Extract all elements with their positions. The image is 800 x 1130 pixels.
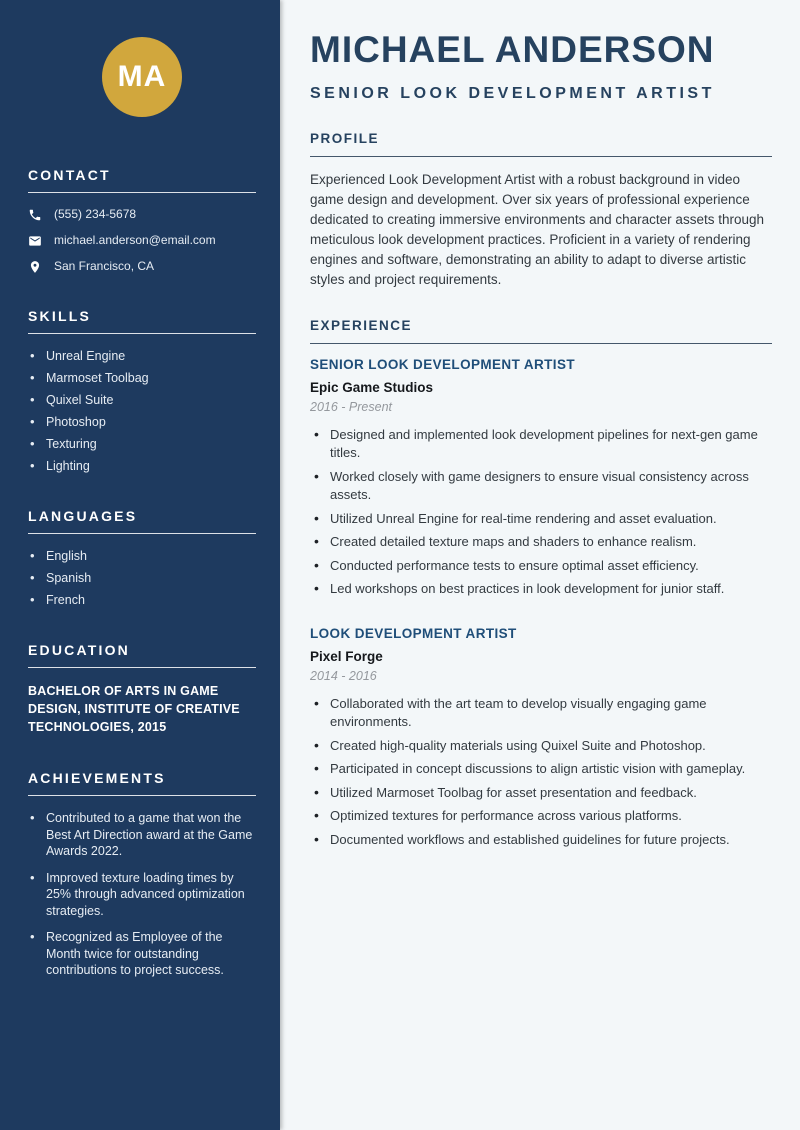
skills-heading: SKILLS: [28, 308, 91, 324]
contact-item-location: [28, 259, 256, 274]
name-heading: MICHAEL ANDERSON: [310, 29, 715, 70]
achievements-list: [28, 810, 256, 979]
heading-divider: [28, 333, 256, 334]
contact-heading: CONTACT: [28, 167, 111, 183]
contact-section: [28, 167, 256, 274]
profile-text: Experienced Look Development Artist with a robust background in video game design and development. Over six years of professional experience dedicated to creating immersive environments and character assets through meticulous look development practices. Proficient in a variety of rendering engines and software, demonstrating an ability to adapt to diverse artistic styles and project requirements.: [310, 171, 764, 287]
languages-heading: LANGUAGES: [28, 508, 138, 524]
experience-bullet: • Documented workflows and established guidelines for future projects.: [310, 831, 772, 850]
envelope-icon: [28, 234, 42, 248]
language-item: • Spanish: [28, 570, 256, 586]
job-title: SENIOR LOOK DEVELOPMENT ARTIST: [310, 356, 576, 372]
experience-job: [310, 626, 772, 850]
section-divider: [310, 343, 772, 344]
experience-bullet: • Designed and implemented look development pipelines for next-gen game titles.: [310, 426, 772, 463]
skill-item: • Unreal Engine: [28, 348, 256, 364]
job-dates: 2014 - 2016: [310, 668, 377, 683]
experience-heading: EXPERIENCE: [310, 317, 413, 333]
contact-email-text: michael.anderson@email.com: [54, 233, 216, 247]
experience-bullet: • Utilized Unreal Engine for real-time rendering and asset evaluation.: [310, 510, 772, 529]
experience-bullet: • Conducted performance tests to ensure optimal asset efficiency.: [310, 557, 772, 576]
location-pin-icon: [28, 260, 42, 274]
contact-list: [28, 207, 256, 274]
job-company: Epic Game Studios: [310, 379, 434, 395]
skills-section: [28, 308, 256, 474]
phone-icon: [28, 208, 42, 222]
experience-bullet: • Utilized Marmoset Toolbag for asset presentation and feedback.: [310, 784, 772, 803]
experience-bullet: • Worked closely with game designers to ensure visual consistency across assets.: [310, 468, 772, 505]
contact-location-text: San Francisco, CA: [54, 259, 155, 273]
education-degree: BACHELOR OF ARTS IN GAME DESIGN, INSTITUTE OF CREATIVE TECHNOLOGIES, 2015: [28, 684, 240, 734]
skill-item: • Lighting: [28, 458, 256, 474]
experience-bullet: • Led workshops on best practices in look development for junior staff.: [310, 580, 772, 599]
languages-list: [28, 548, 256, 608]
contact-item-email: [28, 233, 256, 248]
achievement-item: • Recognized as Employee of the Month twice for outstanding contributions to project success.: [28, 929, 256, 979]
job-company: Pixel Forge: [310, 648, 383, 664]
education-heading: EDUCATION: [28, 642, 130, 658]
skills-list: [28, 348, 256, 474]
experience-section: [310, 318, 772, 850]
achievements-section: [28, 770, 256, 979]
language-item: • French: [28, 592, 256, 608]
job-dates: 2016 - Present: [310, 399, 392, 414]
skill-item: • Quixel Suite: [28, 392, 256, 408]
achievement-item: • Contributed to a game that won the Best Art Direction award at the Game Awards 2022.: [28, 810, 256, 860]
heading-divider: [28, 795, 256, 796]
achievements-heading: ACHIEVEMENTS: [28, 770, 166, 786]
contact-phone-text: (555) 234-5678: [54, 207, 137, 221]
experience-bullet: • Optimized textures for performance across various platforms.: [310, 807, 772, 826]
achievement-item: • Improved texture loading times by 25% through advanced optimization strategies.: [28, 870, 256, 920]
job-bullet-list: [310, 695, 772, 850]
job-bullet-list: [310, 426, 772, 599]
education-section: [28, 642, 256, 736]
skill-item: • Photoshop: [28, 414, 256, 430]
experience-bullet: • Created detailed texture maps and shaders to enhance realism.: [310, 533, 772, 552]
experience-job: [310, 357, 772, 599]
heading-divider: [28, 192, 256, 193]
heading-divider: [28, 533, 256, 534]
experience-bullet: • Collaborated with the art team to develop visually engaging game environments.: [310, 695, 772, 732]
section-divider: [310, 156, 772, 157]
avatar-initials: MA: [117, 60, 167, 93]
languages-section: [28, 508, 256, 608]
experience-bullet: • Created high-quality materials using Quixel Suite and Photoshop.: [310, 737, 772, 756]
experience-bullet: • Participated in concept discussions to align artistic vision with gameplay.: [310, 760, 772, 779]
avatar: [102, 37, 182, 117]
job-title: LOOK DEVELOPMENT ARTIST: [310, 625, 517, 641]
profile-section: [310, 131, 772, 290]
main-column: [280, 0, 800, 1130]
skill-item: • Marmoset Toolbag: [28, 370, 256, 386]
contact-item-phone: [28, 207, 256, 222]
job-subtitle: SENIOR LOOK DEVELOPMENT ARTIST: [310, 84, 715, 102]
heading-divider: [28, 667, 256, 668]
profile-heading: PROFILE: [310, 130, 380, 146]
skill-item: • Texturing: [28, 436, 256, 452]
language-item: • English: [28, 548, 256, 564]
sidebar: [0, 0, 280, 1130]
